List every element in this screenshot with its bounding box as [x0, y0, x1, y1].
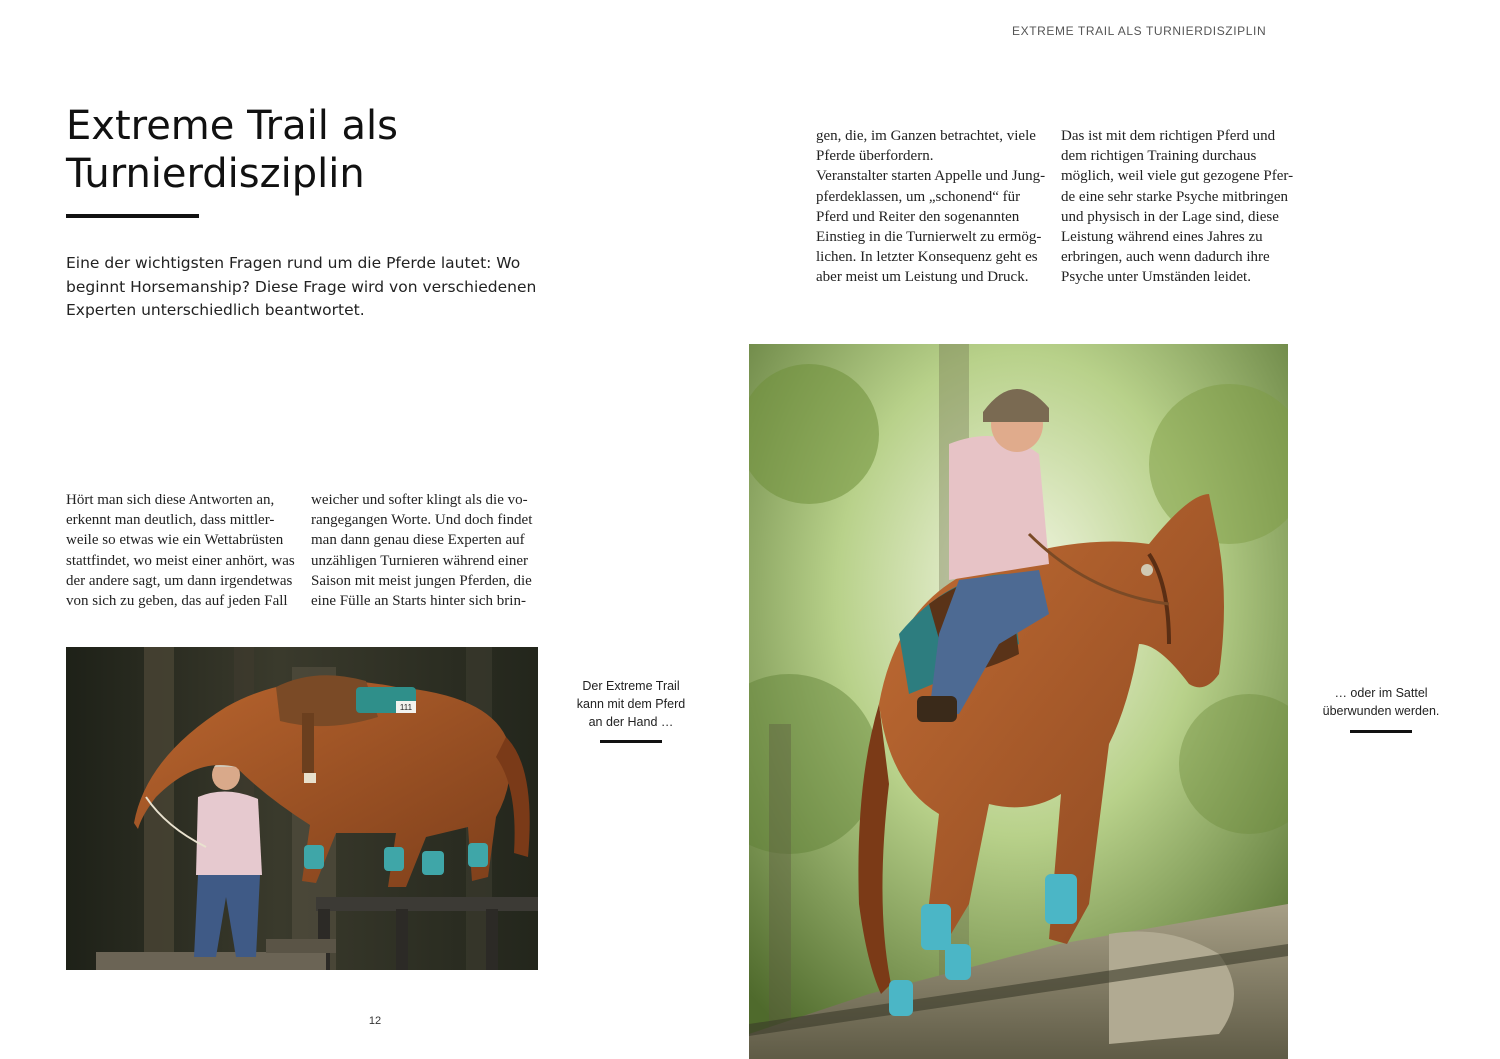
body-line: Psyche unter Umständen leidet.: [1061, 269, 1251, 286]
caption-line: … oder im Sattel: [1334, 686, 1428, 700]
body-line: Veranstalter starten Appelle und Jung-: [816, 168, 1046, 185]
body-line: Hört man sich diese Antworten an,: [66, 492, 275, 508]
body-line: aber meist um Leistung und Druck.: [816, 269, 1029, 286]
running-head: EXTREME TRAIL ALS TURNIERDISZIPLIN: [1012, 24, 1267, 38]
body-line: man dann genau diese Experten auf: [311, 532, 525, 549]
body-line: weile so etwas wie ein Wettabrüsten: [66, 532, 284, 549]
body-line: Pferde überfordern.: [816, 148, 934, 165]
photo-horse-in-hand-illustration: [66, 647, 538, 970]
body-line: rangegangen Worte. Und doch findet: [311, 512, 533, 529]
caption-line: Der Extreme Trail: [582, 679, 680, 693]
body-column-3: [816, 126, 1052, 288]
body-line: pferdeklassen, um „schonend“ für: [816, 188, 1021, 205]
body-column-2: [311, 490, 543, 611]
photo-horse-ridden: [749, 344, 1288, 1059]
body-line: möglich, weil viele gut gezogene Pfer-: [1061, 168, 1294, 185]
body-line: erbringen, auch wenn dadurch ihre: [1061, 249, 1270, 266]
body-line: erkennt man deutlich, dass mittler-: [66, 512, 275, 529]
body-line: der andere sagt, um dann irgendetwas: [66, 572, 293, 589]
caption-left: [566, 677, 696, 731]
caption-line: überwunden werden.: [1322, 704, 1440, 718]
body-line: stattfindet, wo meist einer anhört, was: [66, 552, 295, 569]
body-line: weicher und softer klingt als die vo-: [311, 492, 528, 508]
title-line-1: Extreme Trail als: [66, 103, 399, 149]
body-line: von sich zu geben, das auf jeden Fall: [66, 593, 288, 610]
body-column-1: [66, 490, 298, 611]
caption-right: [1308, 684, 1454, 720]
photo-number-tag: 111: [399, 703, 413, 712]
caption-right-rule: [1350, 730, 1412, 733]
caption-line: kann mit dem Pferd: [576, 697, 686, 711]
caption-left-rule: [600, 740, 662, 743]
title-line-2: Turnierdisziplin: [66, 151, 365, 197]
body-column-4: [1061, 126, 1297, 288]
photo-horse-in-hand: [66, 647, 538, 970]
body-line: lichen. In letzter Konsequenz geht es: [816, 249, 1038, 266]
body-line: Einstieg in die Turnierwelt zu ermög-: [816, 229, 1042, 246]
body-line: unzähligen Turnieren während einer: [311, 552, 529, 569]
body-line: Pferd und Reiter den sogenannten: [816, 208, 1020, 225]
photo-horse-ridden-illustration: [749, 344, 1288, 1059]
body-line: Das ist mit dem richtigen Pferd und: [1061, 128, 1276, 144]
page-number: 12: [368, 1015, 382, 1027]
article-title: [66, 102, 526, 198]
lead-paragraph: Eine der wichtigsten Fragen rund um die Pferde lautet: Wo beginnt Horsemanship? Diese Frage wird von verschiedenen Experten unterschiedlich beantwortet.: [66, 254, 537, 319]
body-line: und physisch in der Lage sind, diese: [1061, 208, 1279, 225]
body-line: eine Fülle an Starts hinter sich brin-: [311, 593, 526, 610]
title-underline: [66, 214, 199, 218]
body-line: Leistung während eines Jahres zu: [1061, 229, 1263, 246]
body-line: Saison mit meist jungen Pferden, die: [311, 572, 532, 589]
body-line: dem richtigen Training durchaus: [1061, 148, 1257, 165]
body-line: de eine sehr starke Psyche mitbringen: [1061, 188, 1289, 205]
body-line: gen, die, im Ganzen betrachtet, viele: [816, 128, 1036, 144]
caption-line: an der Hand …: [588, 715, 674, 729]
